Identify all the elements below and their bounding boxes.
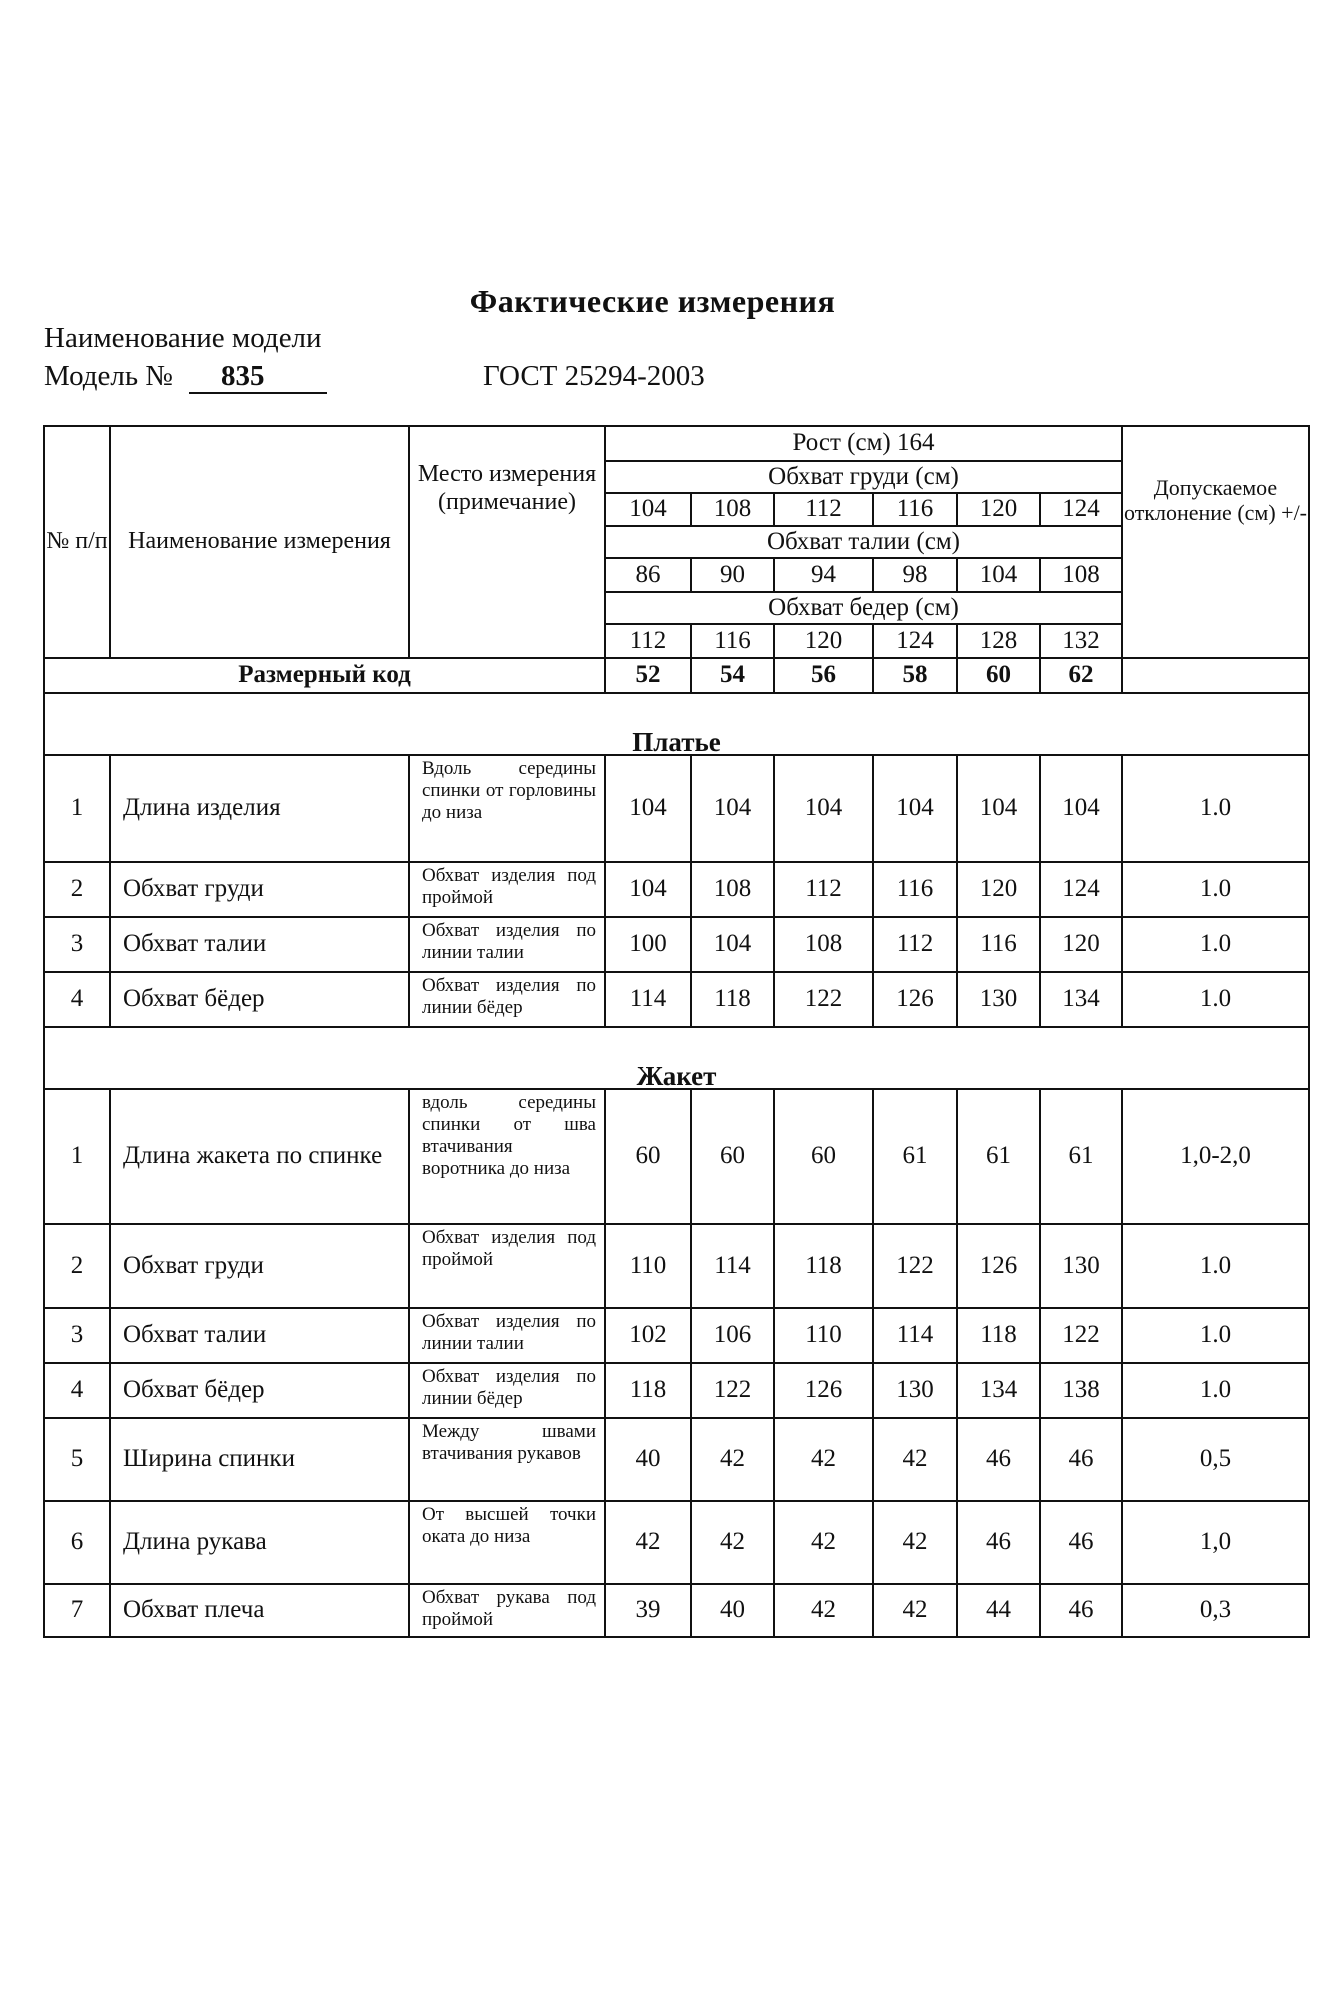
measurement-value: 126 — [873, 972, 957, 1027]
row-number: 4 — [44, 972, 110, 1027]
size-code-empty — [1122, 658, 1309, 693]
measurement-value: 60 — [774, 1089, 873, 1224]
measurement-value: 110 — [605, 1224, 691, 1308]
table-row — [44, 1363, 1309, 1418]
measurement-value: 39 — [605, 1584, 691, 1637]
tolerance-value: 1.0 — [1122, 1308, 1309, 1363]
size-code: 58 — [873, 658, 957, 693]
row-number: 1 — [44, 755, 110, 862]
measurement-value: 61 — [873, 1089, 957, 1224]
measurement-value: 104 — [957, 755, 1040, 862]
measurement-value: 61 — [1040, 1089, 1122, 1224]
measurement-value: 100 — [605, 917, 691, 972]
column-header-place: Место измерения (примечание) — [409, 426, 605, 658]
tolerance-value: 1.0 — [1122, 755, 1309, 862]
measurement-place: Обхват рукава под проймой — [409, 1584, 605, 1637]
section-row — [44, 1027, 1309, 1089]
size-code: 56 — [774, 658, 873, 693]
measurement-name: Длина изделия — [110, 755, 409, 862]
measurement-value: 108 — [774, 917, 873, 972]
measurement-value: 104 — [774, 755, 873, 862]
size-code-label: Размерный код — [44, 658, 605, 693]
section-title — [44, 693, 1309, 755]
measurement-place: Вдоль середины спинки от горловины до низа — [409, 755, 605, 862]
section-title — [44, 1027, 1309, 1089]
hips-value: 120 — [774, 624, 873, 658]
chest-value: 120 — [957, 493, 1040, 526]
waist-label: Обхват талии (см) — [605, 526, 1122, 558]
chest-value: 116 — [873, 493, 957, 526]
measurement-value: 120 — [1040, 917, 1122, 972]
section-title-text: Жакет — [636, 1060, 717, 1091]
measurement-value: 118 — [957, 1308, 1040, 1363]
model-number: 835 — [189, 360, 327, 394]
tolerance-value: 1.0 — [1122, 917, 1309, 972]
measurement-place: Обхват изделия по линии бёдер — [409, 1363, 605, 1418]
table-row — [44, 1089, 1309, 1224]
chest-label: Обхват груди (см) — [605, 461, 1122, 493]
model-line — [44, 360, 705, 394]
measurement-name: Обхват талии — [110, 1308, 409, 1363]
measurement-value: 116 — [873, 862, 957, 917]
measurement-value: 60 — [605, 1089, 691, 1224]
measurement-place: Обхват изделия по линии талии — [409, 1308, 605, 1363]
tolerance-value: 0,3 — [1122, 1584, 1309, 1637]
chest-value: 112 — [774, 493, 873, 526]
page-title: Фактические измерения — [469, 283, 836, 319]
row-number: 5 — [44, 1418, 110, 1501]
table-row — [44, 1224, 1309, 1308]
measurement-value: 114 — [873, 1308, 957, 1363]
measurement-place: Обхват изделия под проймой — [409, 1224, 605, 1308]
tolerance-spacer — [1122, 426, 1309, 461]
measurement-value: 130 — [957, 972, 1040, 1027]
hips-value: 128 — [957, 624, 1040, 658]
table-row — [44, 1584, 1309, 1637]
section-row — [44, 693, 1309, 755]
measurement-value: 124 — [1040, 862, 1122, 917]
waist-value: 94 — [774, 558, 873, 592]
measurement-value: 112 — [873, 917, 957, 972]
size-code: 54 — [691, 658, 774, 693]
measurement-place: Между швами втачивания рукавов — [409, 1418, 605, 1501]
row-number: 3 — [44, 1308, 110, 1363]
measurement-place: вдоль середины спинки от шва втачивания воротника до низа — [409, 1089, 605, 1224]
measurement-value: 102 — [605, 1308, 691, 1363]
hips-label: Обхват бедер (см) — [605, 592, 1122, 624]
table-row — [44, 1308, 1309, 1363]
section-title-text: Платье — [632, 726, 721, 757]
waist-value: 108 — [1040, 558, 1122, 592]
measurement-value: 61 — [957, 1089, 1040, 1224]
tolerance-value: 1.0 — [1122, 1363, 1309, 1418]
measurement-place: Обхват изделия под проймой — [409, 862, 605, 917]
measurement-value: 40 — [691, 1584, 774, 1637]
measurement-value: 118 — [774, 1224, 873, 1308]
measurement-value: 116 — [957, 917, 1040, 972]
measurement-value: 122 — [691, 1363, 774, 1418]
size-code-row — [44, 658, 1309, 693]
measurement-name: Длина жакета по спинке — [110, 1089, 409, 1224]
hips-value: 116 — [691, 624, 774, 658]
measurement-value: 60 — [691, 1089, 774, 1224]
measurement-value: 42 — [873, 1584, 957, 1637]
measurement-value: 118 — [605, 1363, 691, 1418]
measurement-name: Ширина спинки — [110, 1418, 409, 1501]
measurement-value: 42 — [774, 1501, 873, 1584]
measurement-value: 42 — [691, 1418, 774, 1501]
table-row — [44, 755, 1309, 862]
size-code: 60 — [957, 658, 1040, 693]
column-header-name: Наименование измерения — [110, 426, 409, 658]
measurement-value: 134 — [1040, 972, 1122, 1027]
measurement-place: Обхват изделия по линии талии — [409, 917, 605, 972]
measurement-value: 120 — [957, 862, 1040, 917]
measurement-name: Обхват талии — [110, 917, 409, 972]
measurement-value: 42 — [774, 1418, 873, 1501]
hips-value: 124 — [873, 624, 957, 658]
measurement-value: 122 — [774, 972, 873, 1027]
gost-standard: ГОСТ 25294-2003 — [482, 360, 705, 392]
model-label: Модель № — [44, 360, 173, 392]
row-number: 2 — [44, 1224, 110, 1308]
measurement-value: 104 — [873, 755, 957, 862]
measurement-value: 126 — [774, 1363, 873, 1418]
table-row — [44, 1418, 1309, 1501]
measurement-value: 104 — [1040, 755, 1122, 862]
measurement-value: 46 — [1040, 1418, 1122, 1501]
row-number: 2 — [44, 862, 110, 917]
measurement-value: 46 — [1040, 1584, 1122, 1637]
tolerance-value: 1,0-2,0 — [1122, 1089, 1309, 1224]
table-row — [44, 917, 1309, 972]
measurement-value: 112 — [774, 862, 873, 917]
column-header-number: № п/п — [44, 426, 110, 658]
waist-value: 90 — [691, 558, 774, 592]
measurement-value: 42 — [605, 1501, 691, 1584]
measurement-value: 104 — [691, 755, 774, 862]
row-number: 7 — [44, 1584, 110, 1637]
column-header-tolerance: Допускаемое отклонение (см) +/- — [1122, 461, 1309, 658]
measurement-value: 44 — [957, 1584, 1040, 1637]
waist-value: 98 — [873, 558, 957, 592]
measurement-value: 122 — [873, 1224, 957, 1308]
measurement-name: Длина рукава — [110, 1501, 409, 1584]
table-row — [44, 1501, 1309, 1584]
measurement-value: 42 — [774, 1584, 873, 1637]
measurement-value: 42 — [873, 1418, 957, 1501]
measurement-name: Обхват бёдер — [110, 1363, 409, 1418]
height-label: Рост (см) 164 — [605, 426, 1122, 461]
measurement-value: 130 — [873, 1363, 957, 1418]
table-row — [44, 862, 1309, 917]
measurement-value: 138 — [1040, 1363, 1122, 1418]
measurement-value: 126 — [957, 1224, 1040, 1308]
row-number: 6 — [44, 1501, 110, 1584]
measurement-value: 114 — [605, 972, 691, 1027]
measurement-value: 130 — [1040, 1224, 1122, 1308]
measurement-value: 106 — [691, 1308, 774, 1363]
model-name-label: Наименование модели — [44, 322, 322, 354]
measurement-value: 46 — [957, 1418, 1040, 1501]
measurement-value: 42 — [691, 1501, 774, 1584]
measurement-name: Обхват бёдер — [110, 972, 409, 1027]
measurement-place: Обхват изделия по линии бёдер — [409, 972, 605, 1027]
measurement-value: 46 — [1040, 1501, 1122, 1584]
measurement-value: 114 — [691, 1224, 774, 1308]
row-number: 1 — [44, 1089, 110, 1224]
chest-value: 124 — [1040, 493, 1122, 526]
tolerance-value: 1.0 — [1122, 1224, 1309, 1308]
tolerance-value: 1,0 — [1122, 1501, 1309, 1584]
measurement-value: 122 — [1040, 1308, 1122, 1363]
waist-value: 86 — [605, 558, 691, 592]
size-code: 52 — [605, 658, 691, 693]
measurement-value: 118 — [691, 972, 774, 1027]
table-row — [44, 972, 1309, 1027]
measurement-name: Обхват груди — [110, 1224, 409, 1308]
tolerance-value: 0,5 — [1122, 1418, 1309, 1501]
measurement-value: 42 — [873, 1501, 957, 1584]
measurement-name: Обхват плеча — [110, 1584, 409, 1637]
hips-value: 112 — [605, 624, 691, 658]
measurements-table — [43, 425, 1310, 1638]
measurement-name: Обхват груди — [110, 862, 409, 917]
measurement-place: От высшей точки оката до низа — [409, 1501, 605, 1584]
row-number: 4 — [44, 1363, 110, 1418]
waist-value: 104 — [957, 558, 1040, 592]
measurement-value: 104 — [605, 755, 691, 862]
tolerance-value: 1.0 — [1122, 972, 1309, 1027]
measurement-value: 134 — [957, 1363, 1040, 1418]
measurement-value: 46 — [957, 1501, 1040, 1584]
measurement-value: 108 — [691, 862, 774, 917]
measurement-value: 110 — [774, 1308, 873, 1363]
chest-value: 108 — [691, 493, 774, 526]
measurement-value: 40 — [605, 1418, 691, 1501]
size-code: 62 — [1040, 658, 1122, 693]
measurement-value: 104 — [605, 862, 691, 917]
chest-value: 104 — [605, 493, 691, 526]
row-number: 3 — [44, 917, 110, 972]
tolerance-value: 1.0 — [1122, 862, 1309, 917]
measurement-value: 104 — [691, 917, 774, 972]
hips-value: 132 — [1040, 624, 1122, 658]
